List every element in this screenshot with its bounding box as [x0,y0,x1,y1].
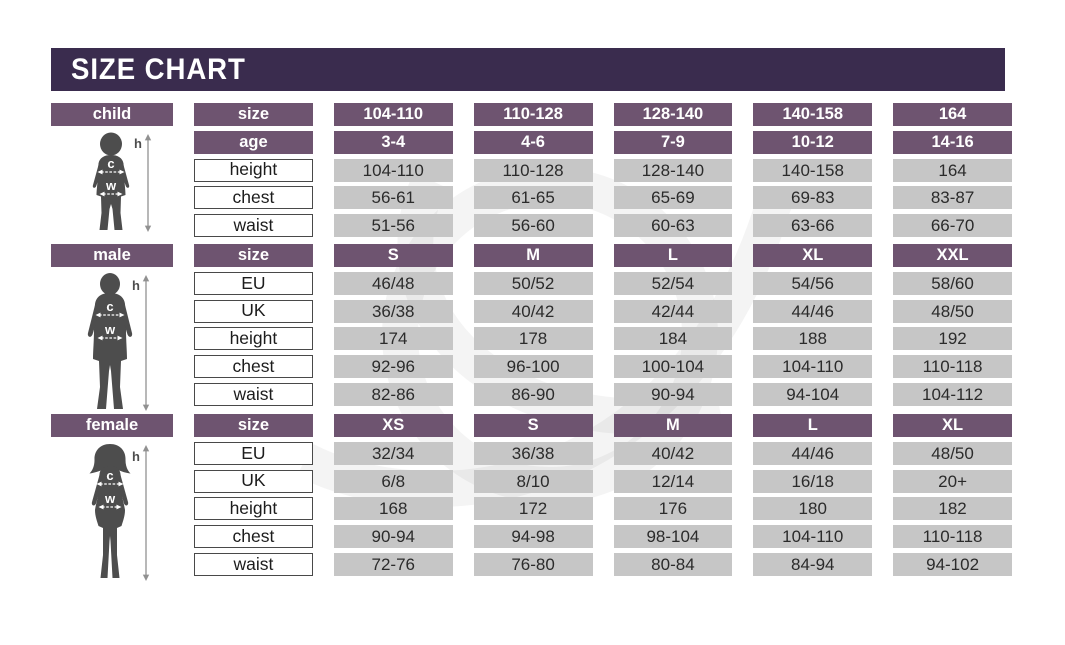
female-height-value-2: 172 [474,497,593,520]
male-waist-label: waist [194,383,313,406]
child-chest-value-5: 83-87 [893,186,1012,209]
child-size-value-1: 104-110 [334,103,453,126]
male-EU-value-5: 58/60 [893,272,1012,295]
male-size-value-2: M [474,244,593,267]
child-table [194,103,1012,237]
child-waist-value-2: 56-60 [474,214,593,237]
male-size-value-4: XL [753,244,872,267]
female-chest-value-2: 94-98 [474,525,593,548]
female-waist-value-2: 76-80 [474,553,593,576]
section-child [51,103,1012,237]
child-size-value-4: 140-158 [753,103,872,126]
female-waist-value-5: 94-102 [893,553,1012,576]
female-EU-label: EU [194,442,313,465]
female-UK-value-2: 8/10 [474,470,593,493]
female-UK-value-1: 6/8 [334,470,453,493]
female-height-value-4: 180 [753,497,872,520]
child-chest-value-2: 61-65 [474,186,593,209]
child-age-value-1: 3-4 [334,131,453,154]
female-waist-letter: w [104,491,116,506]
section-label-female: female [51,414,173,437]
child-waist-value-3: 60-63 [614,214,733,237]
child-size-value-2: 110-128 [474,103,593,126]
child-waist-value-1: 51-56 [334,214,453,237]
male-UK-value-3: 42/44 [614,300,733,323]
male-waist-value-1: 82-86 [334,383,453,406]
female-height-value-3: 176 [614,497,733,520]
female-chest-label: chest [194,525,313,548]
female-left-column [51,414,173,583]
male-EU-value-1: 46/48 [334,272,453,295]
male-waist-letter: w [104,322,116,337]
child-left-column [51,103,173,234]
female-chest-letter: c [106,468,114,483]
female-size-label: size [194,414,313,437]
child-waist-label: waist [194,214,313,237]
male-size-value-1: S [334,244,453,267]
male-chest-value-1: 92-96 [334,355,453,378]
male-height-letter: h [132,278,140,293]
child-age-value-4: 10-12 [753,131,872,154]
female-height-label: height [194,497,313,520]
female-size-value-5: XL [893,414,1012,437]
male-table [194,244,1012,406]
child-height-value-1: 104-110 [334,159,453,182]
section-label-male: male [51,244,173,267]
male-size-value-3: L [614,244,733,267]
female-height-letter: h [132,449,140,464]
child-chest-letter: c [107,156,115,171]
female-height-value-1: 168 [334,497,453,520]
child-age-label: age [194,131,313,154]
child-waist-value-5: 66-70 [893,214,1012,237]
section-male [51,244,1012,413]
child-chest-value-1: 56-61 [334,186,453,209]
male-UK-label: UK [194,300,313,323]
female-chest-value-3: 98-104 [614,525,733,548]
male-chest-label: chest [194,355,313,378]
male-EU-label: EU [194,272,313,295]
male-chest-letter: c [106,299,114,314]
female-size-value-1: XS [334,414,453,437]
female-EU-value-3: 40/42 [614,442,733,465]
male-waist-value-2: 86-90 [474,383,593,406]
female-UK-label: UK [194,470,313,493]
title-bar [51,48,1005,91]
male-chest-value-5: 110-118 [893,355,1012,378]
female-UK-value-3: 12/14 [614,470,733,493]
female-waist-label: waist [194,553,313,576]
female-waist-value-1: 72-76 [334,553,453,576]
male-figure-icon [60,273,164,413]
female-UK-value-4: 16/18 [753,470,872,493]
female-waist-value-4: 84-94 [753,553,872,576]
male-chest-value-2: 96-100 [474,355,593,378]
female-chest-value-1: 90-94 [334,525,453,548]
female-size-value-3: M [614,414,733,437]
child-height-label: height [194,159,313,182]
child-waist-letter: w [105,178,117,193]
female-chest-value-5: 110-118 [893,525,1012,548]
male-UK-value-5: 48/50 [893,300,1012,323]
child-age-value-5: 14-16 [893,131,1012,154]
female-EU-value-4: 44/46 [753,442,872,465]
male-height-value-2: 178 [474,327,593,350]
child-age-value-2: 4-6 [474,131,593,154]
child-figure-icon [60,132,164,234]
female-height-value-5: 182 [893,497,1012,520]
male-height-label: height [194,327,313,350]
child-height-value-4: 140-158 [753,159,872,182]
male-size-label: size [194,244,313,267]
female-UK-value-5: 20+ [893,470,1012,493]
male-EU-value-2: 50/52 [474,272,593,295]
male-height-value-5: 192 [893,327,1012,350]
female-chest-value-4: 104-110 [753,525,872,548]
male-UK-value-2: 40/42 [474,300,593,323]
male-chest-value-4: 104-110 [753,355,872,378]
page-title: SIZE CHART [71,52,246,86]
male-EU-value-4: 54/56 [753,272,872,295]
child-height-value-3: 128-140 [614,159,733,182]
male-size-value-5: XXL [893,244,1012,267]
male-waist-value-4: 94-104 [753,383,872,406]
child-size-value-3: 128-140 [614,103,733,126]
female-EU-value-5: 48/50 [893,442,1012,465]
male-chest-value-3: 100-104 [614,355,733,378]
female-EU-value-1: 32/34 [334,442,453,465]
male-height-value-3: 184 [614,327,733,350]
child-chest-value-4: 69-83 [753,186,872,209]
female-size-value-2: S [474,414,593,437]
male-EU-value-3: 52/54 [614,272,733,295]
female-figure-icon [60,443,164,583]
child-chest-value-3: 65-69 [614,186,733,209]
male-waist-value-3: 90-94 [614,383,733,406]
section-female [51,414,1012,583]
male-UK-value-4: 44/46 [753,300,872,323]
child-height-letter: h [134,136,142,151]
male-height-value-4: 188 [753,327,872,350]
child-height-value-2: 110-128 [474,159,593,182]
male-UK-value-1: 36/38 [334,300,453,323]
male-left-column [51,244,173,413]
child-chest-label: chest [194,186,313,209]
female-table [194,414,1012,576]
female-size-value-4: L [753,414,872,437]
child-waist-value-4: 63-66 [753,214,872,237]
female-waist-value-3: 80-84 [614,553,733,576]
section-label-child: child [51,103,173,126]
child-age-value-3: 7-9 [614,131,733,154]
female-EU-value-2: 36/38 [474,442,593,465]
child-height-value-5: 164 [893,159,1012,182]
male-height-value-1: 174 [334,327,453,350]
child-size-label: size [194,103,313,126]
child-size-value-5: 164 [893,103,1012,126]
male-waist-value-5: 104-112 [893,383,1012,406]
